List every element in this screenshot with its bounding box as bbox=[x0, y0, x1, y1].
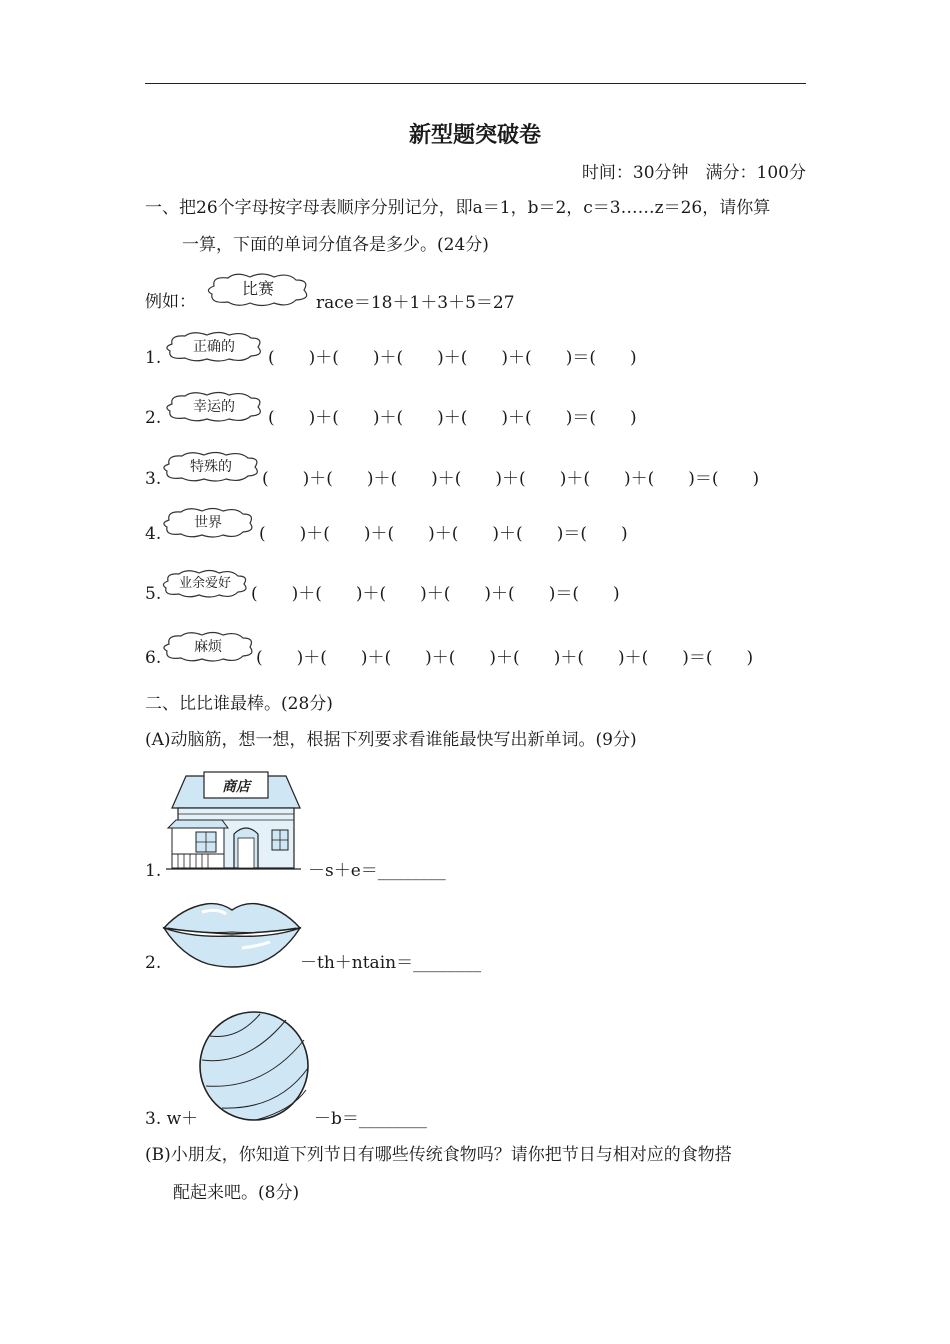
word-label: 幸运的 bbox=[193, 399, 235, 415]
question-prefix: 3. w＋ bbox=[145, 1109, 199, 1129]
question-number: 1. bbox=[145, 861, 162, 881]
word-label: 麻烦 bbox=[194, 639, 222, 655]
item-number: 1. bbox=[145, 348, 162, 368]
shop-house-icon bbox=[166, 768, 301, 872]
mouth-lips-icon bbox=[162, 898, 302, 970]
part2-section-b-line2: 配起来吧。(8分) bbox=[173, 1183, 300, 1203]
example-prefix: 例如： bbox=[145, 292, 196, 312]
header-rule bbox=[145, 83, 806, 84]
example-word-cloud bbox=[204, 272, 312, 308]
word-cloud bbox=[163, 391, 265, 423]
exam-meta: 时间：30分钟 满分：100分 bbox=[581, 163, 806, 183]
item-number: 3. bbox=[145, 469, 162, 489]
answer-formula[interactable]: ( )＋( )＋( )＋( )＋( )＋( )＋( )＝( ) bbox=[256, 648, 754, 668]
word-cloud bbox=[160, 631, 256, 663]
question-formula[interactable]: －s＋e＝________ bbox=[308, 861, 446, 881]
part2-heading: 二、比比谁最棒。(28分) bbox=[145, 694, 333, 714]
word-label: 特殊的 bbox=[190, 459, 232, 475]
part1-instruction-line2: 一算，下面的单词分值各是多少。(24分) bbox=[182, 235, 489, 255]
word-cloud bbox=[160, 451, 262, 483]
word-cloud bbox=[163, 331, 265, 363]
ball-icon bbox=[198, 1010, 310, 1122]
item-number: 2. bbox=[145, 408, 162, 428]
word-label: 世界 bbox=[194, 515, 222, 531]
page-title: 新型题突破卷 bbox=[408, 122, 541, 148]
question-number: 2. bbox=[145, 953, 162, 973]
answer-formula[interactable]: ( )＋( )＋( )＋( )＋( )＋( )＋( )＝( ) bbox=[262, 469, 760, 489]
word-label: 正确的 bbox=[193, 339, 235, 355]
answer-formula[interactable]: ( )＋( )＋( )＋( )＋( )＝( ) bbox=[259, 524, 628, 544]
shop-sign-text: 商店 bbox=[222, 779, 250, 795]
question-formula[interactable]: －b＝________ bbox=[314, 1109, 427, 1129]
example-word: 比赛 bbox=[241, 279, 274, 298]
item-number: 4. bbox=[145, 524, 162, 544]
part2-section-b-line1: (B)小朋友，你知道下列节日有哪些传统食物吗？请你把节日与相对应的食物搭 bbox=[145, 1145, 732, 1165]
word-label: 业余爱好 bbox=[178, 576, 231, 591]
answer-formula[interactable]: ( )＋( )＋( )＋( )＋( )＝( ) bbox=[251, 584, 620, 604]
answer-formula[interactable]: ( )＋( )＋( )＋( )＋( )＝( ) bbox=[268, 348, 637, 368]
answer-formula[interactable]: ( )＋( )＋( )＋( )＋( )＝( ) bbox=[268, 408, 637, 428]
part1-instruction-line1: 一、把26个字母按字母表顺序分别记分，即a＝1，b＝2，c＝3……z＝26，请你算 bbox=[145, 198, 771, 218]
word-cloud bbox=[160, 507, 256, 539]
part2-section-a: (A)动脑筋，想一想，根据下列要求看谁能最快写出新单词。(9分) bbox=[145, 730, 637, 750]
item-number: 6. bbox=[145, 648, 162, 668]
word-cloud bbox=[160, 569, 250, 599]
example-formula: race＝18＋1＋3＋5＝27 bbox=[316, 293, 515, 313]
question-formula[interactable]: －th＋ntain＝________ bbox=[300, 953, 482, 973]
item-number: 5. bbox=[145, 584, 162, 604]
